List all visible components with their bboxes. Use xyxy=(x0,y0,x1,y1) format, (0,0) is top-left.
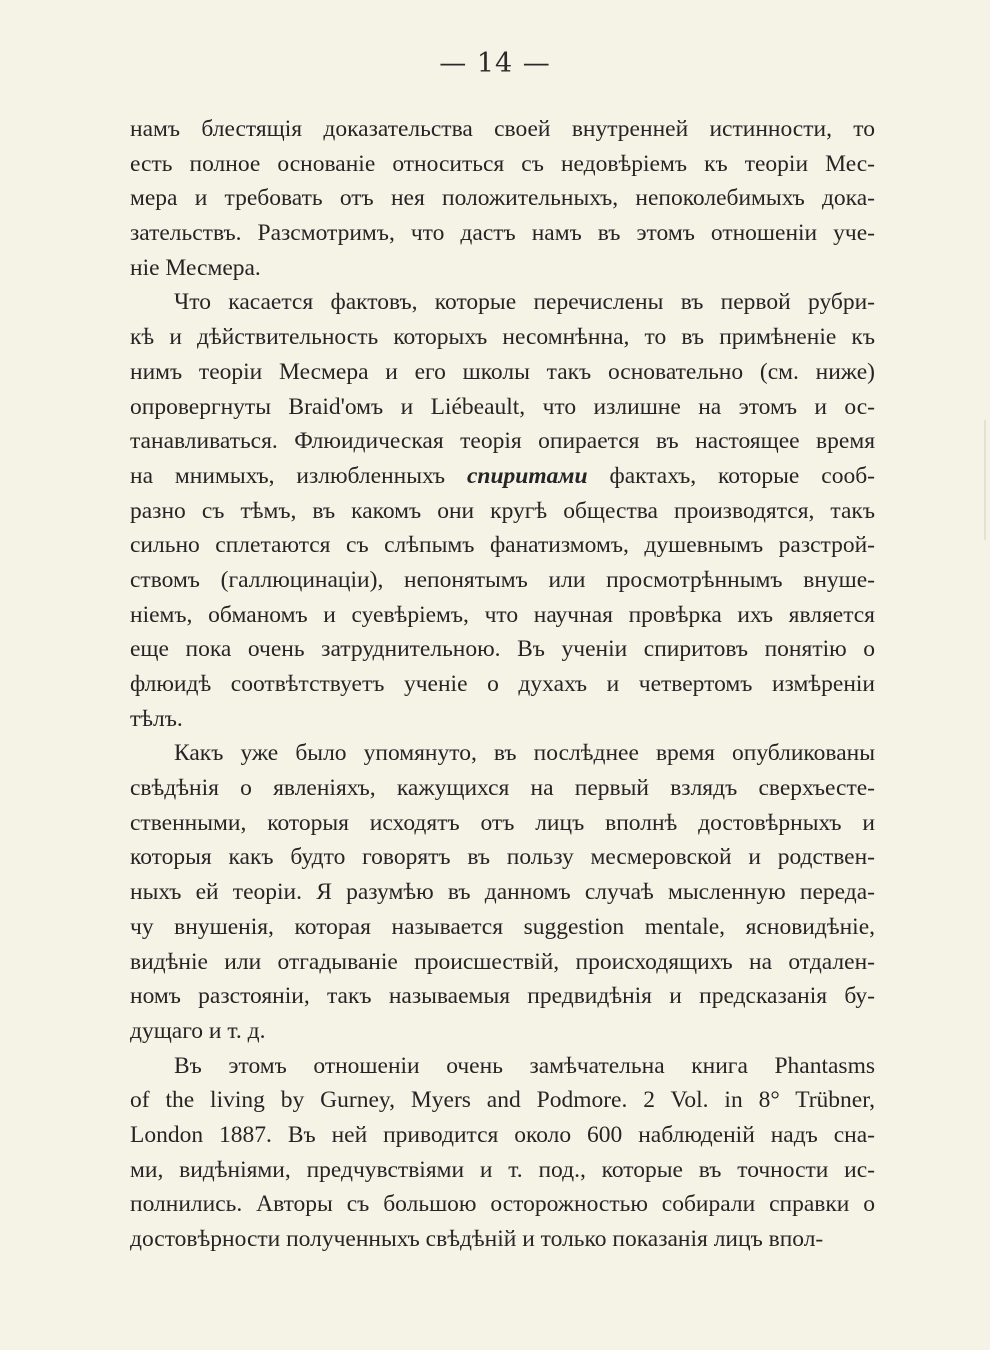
text-segment: номъ разстояніи, такъ называемыя предвидѣнія и предсказанія бу- xyxy=(130,983,875,1010)
text-segment: фактахъ, которые сооб- xyxy=(587,462,875,489)
text-segment: Что касается фактовъ, которые перечислены въ первой рубри- xyxy=(174,289,875,316)
emphasized-word: спиритами xyxy=(466,462,588,489)
text-segment: ніе Месмера. xyxy=(130,254,261,281)
text-line xyxy=(130,806,875,841)
text-segment: намъ блестящія доказательства своей внутренней истинности, то xyxy=(130,116,875,142)
text-segment: свѣдѣнія о явленіяхъ, кажущихся на первый взлядъ сверхъесте- xyxy=(130,775,875,802)
text-segment: достовѣрности полученныхъ свѣдѣній и только показанія лицъ впол- xyxy=(130,1226,824,1252)
text-segment: видѣніе или отгадываніе происшествій, происходящихъ на отдален- xyxy=(130,948,875,975)
text-segment: полнились. Авторы съ большою осторожностью собирали справки о xyxy=(130,1191,875,1218)
text-line xyxy=(130,945,875,980)
text-segment: опровергнуты Braid'омъ и Liébeault, что излишне на этомъ и ос- xyxy=(130,393,875,420)
text-line xyxy=(130,979,875,1014)
text-line xyxy=(130,459,875,494)
text-line xyxy=(130,667,875,702)
text-segment: которыя какъ будто говорятъ въ пользу месмеровской и родствен- xyxy=(130,844,875,871)
text-segment: ніемъ, обманомъ и суевѣріемъ, что научная провѣрка ихъ является xyxy=(130,601,875,628)
text-segment: ныхъ ей теоріи. Я разумѣю въ данномъ случаѣ мысленную переда- xyxy=(130,879,875,906)
text-segment: чу внушенія, которая называется suggestion mentale, ясновидѣніе, xyxy=(130,913,875,940)
text-segment: разно съ тѣмъ, въ какомъ они кругѣ общества производятся, такъ xyxy=(130,497,875,524)
text-line xyxy=(130,910,875,945)
text-line xyxy=(130,771,875,806)
text-segment: еще пока очень затруднительною. Въ ученіи спиритовъ понятію о xyxy=(130,636,875,663)
text-line xyxy=(130,875,875,910)
text-line xyxy=(130,112,875,147)
text-line xyxy=(130,563,875,598)
text-segment: ствомъ (галлюцинаціи), непонятымъ или просмотрѣннымъ внуше- xyxy=(130,566,875,593)
text-segment: Какъ уже было упомянуто, въ послѣднее время опубликованы xyxy=(174,740,875,767)
text-line xyxy=(130,702,875,737)
text-line xyxy=(130,1049,875,1084)
text-line xyxy=(130,736,875,771)
text-line xyxy=(130,1222,875,1257)
text-segment: сильно сплетаются съ слѣпымъ фанатизмомъ, душевнымъ разстрой- xyxy=(130,532,875,559)
text-line xyxy=(130,1153,875,1188)
text-segment: флюидѣ соотвѣтствуетъ ученіе о духахъ и четвертомъ измѣреніи xyxy=(130,671,875,697)
text-segment: дущаго и т. д. xyxy=(130,1017,266,1044)
text-segment: зательствъ. Разсмотримъ, что дастъ намъ въ этомъ отношеніи уче- xyxy=(130,220,875,247)
text-line xyxy=(130,355,875,390)
text-line xyxy=(130,840,875,875)
text-segment: нимъ теоріи Месмера и его школы такъ основательно (см. ниже) xyxy=(130,358,875,385)
text-line xyxy=(130,1014,875,1049)
text-line xyxy=(130,147,875,182)
text-segment: тѣлъ. xyxy=(130,705,183,732)
text-segment: ми, видѣніями, предчувствіями и т. под., которые въ точности ис- xyxy=(130,1156,875,1183)
text-line xyxy=(130,216,875,251)
text-line xyxy=(130,1187,875,1222)
text-segment: на мнимыхъ, излюбленныхъ xyxy=(130,462,467,489)
body-text xyxy=(130,112,875,1257)
text-line xyxy=(130,494,875,529)
text-line xyxy=(130,598,875,633)
text-line xyxy=(130,285,875,320)
text-segment: Въ этомъ отношеніи очень замѣчательна книга Phantasms xyxy=(174,1052,875,1079)
page-edge-shadow xyxy=(984,420,986,540)
text-segment: есть полное основаніе относиться съ недовѣріемъ къ теоріи Мес- xyxy=(130,150,875,177)
text-segment: танавливаться. Флюидическая теорія опирается въ настоящее время xyxy=(130,428,875,455)
text-segment: London 1887. Въ ней приводится около 600 наблюденій надъ сна- xyxy=(130,1121,875,1148)
text-segment: ственными, которыя исходятъ отъ лицъ вполнѣ достовѣрныхъ и xyxy=(130,809,875,836)
text-line xyxy=(130,181,875,216)
text-segment: of the living by Gurney, Myers and Podmore. 2 Vol. in 8° Trübner, xyxy=(130,1087,875,1114)
text-line xyxy=(130,390,875,425)
text-line xyxy=(130,251,875,286)
text-line xyxy=(130,632,875,667)
text-line xyxy=(130,1118,875,1153)
text-segment: кѣ и дѣйствительность которыхъ несомнѣнна, то въ примѣненіе къ xyxy=(130,324,875,351)
text-segment: мера и требовать отъ нея положительныхъ, непоколебимыхъ дока- xyxy=(130,185,875,212)
page-number: — 14 — xyxy=(439,48,551,79)
text-line xyxy=(130,424,875,459)
text-line xyxy=(130,320,875,355)
text-line xyxy=(130,528,875,563)
text-line xyxy=(130,1083,875,1118)
